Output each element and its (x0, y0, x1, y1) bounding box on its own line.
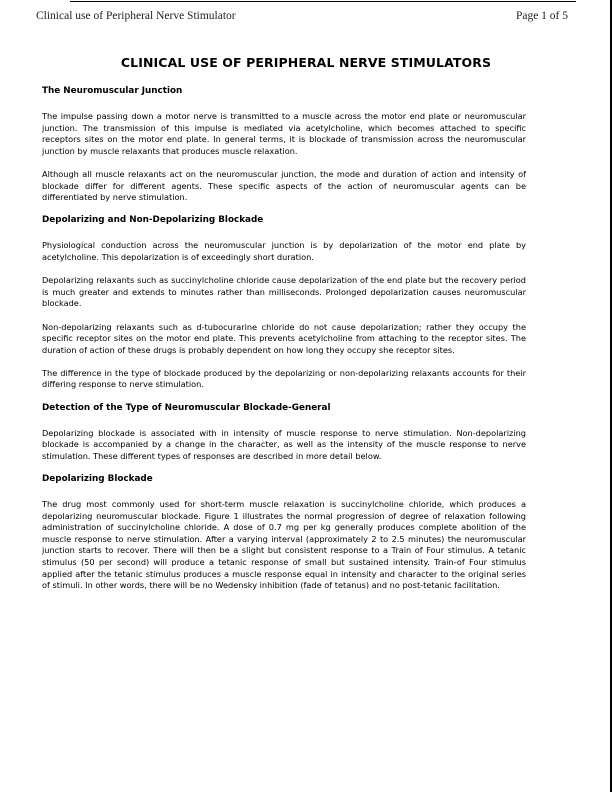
section-heading: Depolarizing Blockade (42, 474, 153, 485)
section-depolarizing-non-depolarizing (42, 215, 526, 391)
section-neuromuscular-junction (42, 86, 526, 204)
header-title: Clinical use of Peripheral Nerve Stimulator (36, 10, 236, 22)
paragraph: Depolarizing relaxants such as succinylcholine chloride cause depolarization of the end plate but the recovery period is much greater and extends to minutes rather than milliseconds. Prolonged depolarization causes neuromuscular blockade. (42, 275, 526, 309)
page-number: Page 1 of 5 (515, 10, 568, 22)
paragraph: Non-depolarizing relaxants such as d-tubocurarine chloride do not cause depolarization; rather they occupy the specific receptor sites on the motor end plate. This prevents acetylcholine from attaching to the receptor sites. The duration of action of these drugs is probably dependent on how long they occupy she receptor sites. (42, 321, 526, 355)
section-detection-general (42, 403, 526, 463)
paragraph: The difference in the type of blockade produced by the depolarizing or non-depolarizing relaxants accounts for their differing response to nerve stimulation. (42, 367, 526, 390)
document-title: CLINICAL USE OF PERIPHERAL NERVE STIMULATORS (120, 55, 492, 70)
section-depolarizing-blockade (42, 474, 526, 592)
paragraph: The impulse passing down a motor nerve is transmitted to a muscle across the motor end plate or neuromuscular junction. The transmission of this impulse is mediated via acetylcholine, which becomes attached to specific receptors sites on the motor end plate. In general terms, it is blockade of transmission across the neuromuscular junction by muscle relaxants that produces muscle relaxation. (42, 111, 526, 156)
section-heading: The Neuromuscular Junction (42, 86, 183, 96)
paragraph: The drug most commonly used for short-term muscle relaxation is succinylcholine chloride, which produces a depolarizing neuromuscular blockade. Figure 1 illustrates the normal progression of degree of relaxation following administration of succinylcholine chloride. A dose of 0.7 mg per kg generally produces complete abolition of the muscle response to nerve stimulation. After a varying interval (approximately 2 to 2.5 minutes) the neuromuscular junction starts to recover. There will then be a slight but consistent response to a Train of Four stimulus. A tetanic stimulus (50 per second) will produce a tetanic response of small but sustained intensity. Train-of Four stimulus applied after the tetanic stimulus produces a muscle response equal in intensity and character to the original series of stimuli. In other words, there will be no Wedensky inhibition (fade of tetanus) and no post-tetanic facilitation. (42, 499, 526, 591)
top-rule (70, 1, 576, 2)
paragraph: Depolarizing blockade is associated with in intensity of muscle response to nerve stimulation. Non-depolarizing blockade is accompanied by a change in the character, as well as the intensity of the muscle response to nerve stimulation. These different types of responses are described in more detail below. (42, 427, 526, 461)
paragraph: Although all muscle relaxants act on the neuromuscular junction, the mode and duration of action and intensity of blockade differ for different agents. These specific aspects of the action of neuromuscular agents can be differentiated by nerve stimulation. (42, 168, 526, 203)
document-body (42, 86, 526, 603)
running-header (36, 10, 568, 22)
paragraph: Physiological conduction across the neuromuscular junction is by depolarization of the motor end plate by acetylcholine. This depolarization is of exceedingly short duration. (42, 240, 526, 262)
section-heading: Detection of the Type of Neuromuscular Blockade-General (42, 402, 331, 413)
section-heading: Depolarizing and Non-Depolarizing Blockade (42, 215, 264, 226)
